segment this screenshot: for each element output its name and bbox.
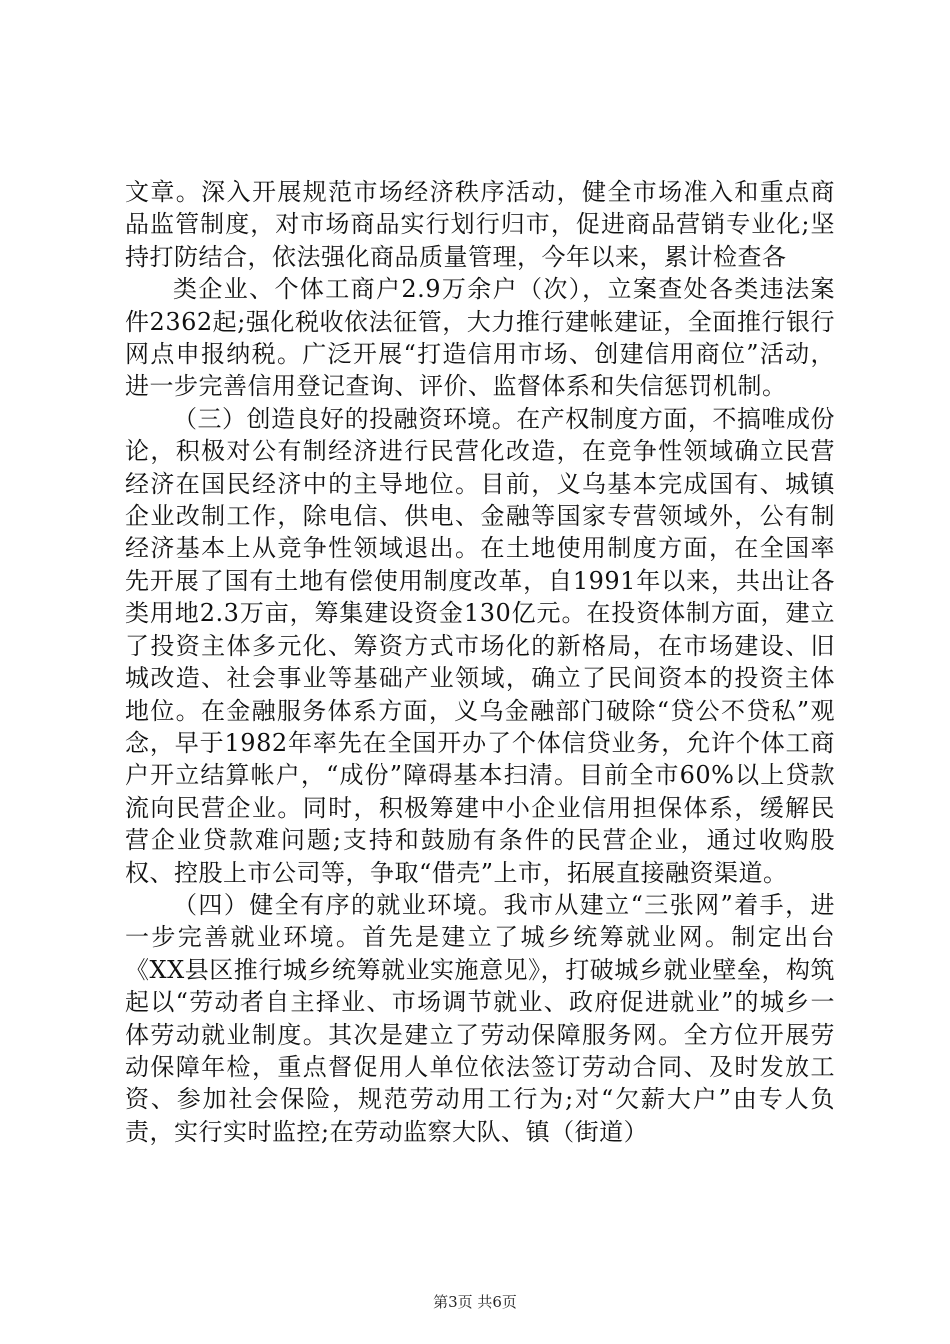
paragraph-market-order: 文章。深入开展规范市场经济秩序活动，健全市场准入和重点商品监管制度，对市场商品实行划行归市，促进商品营销专业化;坚持打防结合，依法强化商品质量管理，今年以来，累计检查各 <box>125 178 835 271</box>
paragraph-employment-environment: （四）健全有序的就业环境。我市从建立“三张网”着手，进一步完善就业环境。首先是建立了城乡统筹就业网。制定出台《XX县区推行城乡统筹就业实施意见》，打破城乡就业壁垒，构筑起以“劳动者自主择业、市场调节就业、政府促进就业”的城乡一体劳动就业制度。其次是建立了劳动保障服务网。全方位开展劳动保障年检，重点督促用人单位依法签订劳动合同、及时发放工资、参加社会保险，规范劳动用工行为;对“欠薪大户”由专人负责，实行实时监控;在劳动监察大队、镇（街道） <box>125 890 835 1146</box>
document-body <box>125 176 835 1148</box>
page-footer <box>0 1292 950 1312</box>
page-number: 第3页 共6页 <box>433 1293 517 1311</box>
paragraph-investment-environment: （三）创造良好的投融资环境。在产权制度方面，不搞唯成份论，积极对公有制经济进行民营化改造，在竞争性领域确立民营经济在国民经济中的主导地位。目前，义乌基本完成国有、城镇企业改制工作，除电信、供电、金融等国家专营领域外，公有制经济基本上从竞争性领域退出。在土地使用制度方面，在全国率先开展了国有土地有偿使用制度改革，自1991年以来，共出让各类用地2.3万亩，筹集建设资金130亿元。在投资体制方面，建立了投资主体多元化、筹资方式市场化的新格局，在市场建设、旧城改造、社会事业等基础产业领域，确立了民间资本的投资主体地位。在金融服务体系方面，义乌金融部门破除“贷公不贷私”观念，早于1982年率先在全国开办了个体信贷业务，允许个体工商户开立结算帐户，“成份”障碍基本扫清。目前全市60%以上贷款流向民营企业。同时，积极筹建中小企业信用担保体系，缓解民营企业贷款难问题;支持和鼓励有条件的民营企业，通过收购股权、控股上市公司等，争取“借壳”上市，拓展直接融资渠道。 <box>125 404 835 887</box>
paragraph-enforcement: 类企业、个体工商户2.9万余户（次），立案查处各类违法案件2362起;强化税收依法征管，大力推行建帐建证，全面推行银行网点申报纳税。广泛开展“打造信用市场、创建信用商位”活动，进一步完善信用登记查询、评价、监督体系和失信惩罚机制。 <box>125 275 835 401</box>
